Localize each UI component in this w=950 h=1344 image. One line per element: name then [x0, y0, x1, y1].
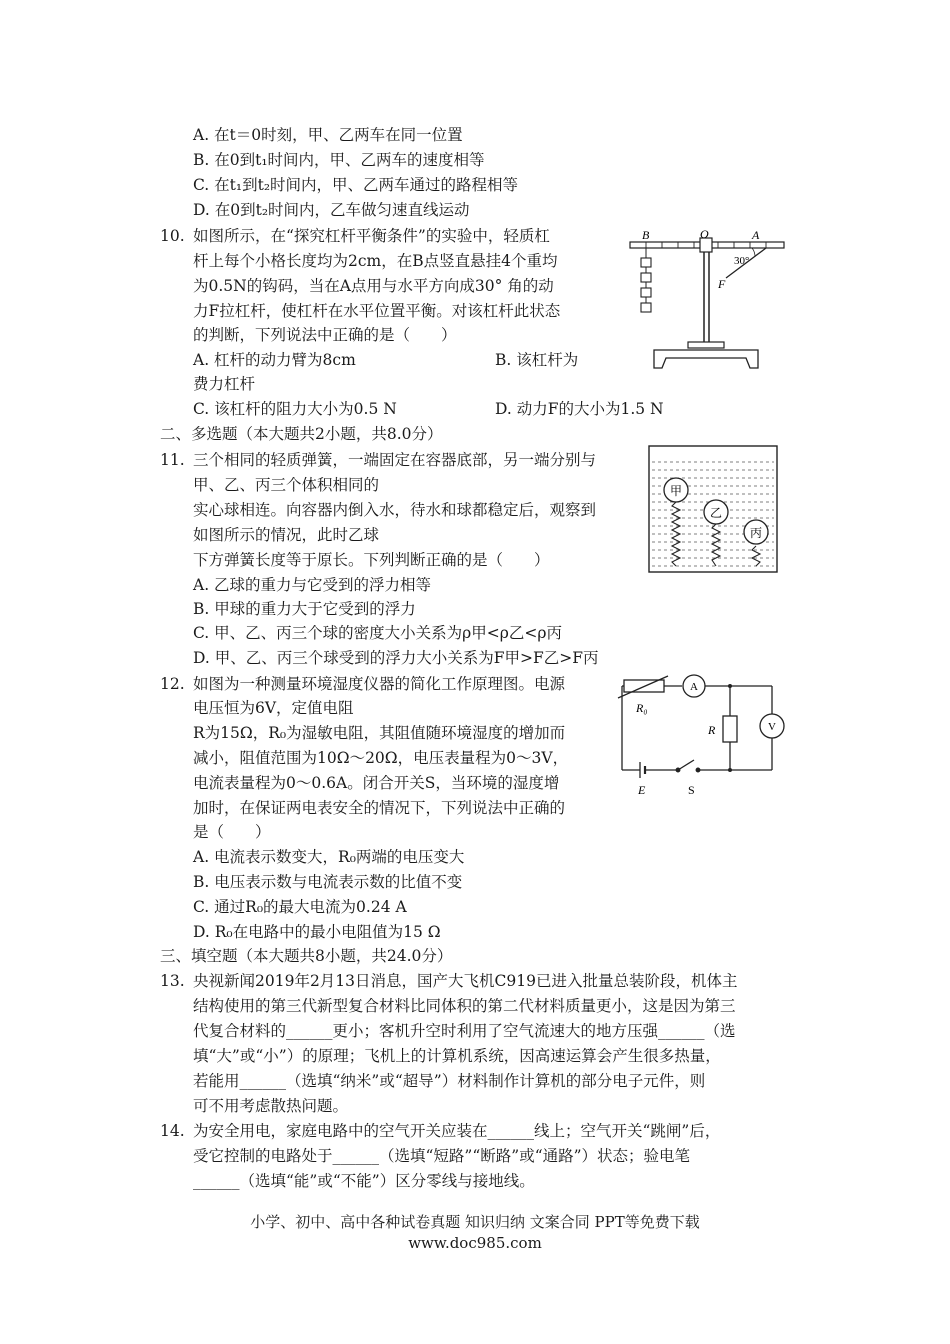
section-2-heading: 二、多选题（本大题共2小题，共8.0分） — [160, 425, 443, 443]
q14-text-3: ______（选填“能”或“不能”）区分零线与接地线。 — [193, 1172, 535, 1190]
ammeter-label: A — [690, 681, 698, 693]
q10-option-d: D. 动力F的大小为1.5 N — [495, 400, 664, 418]
r0-label: R₀ — [636, 701, 648, 715]
lever-label-o: O — [700, 227, 709, 241]
switch-label: S — [688, 783, 695, 797]
q13-text-1: 央视新闻2019年2月13日消息，国产大飞机C919已进入批量总装阶段，机体主 — [193, 972, 738, 990]
q12-text-4: 减小，阻值范围为10Ω～20Ω，电压表量程为0～3V， — [193, 749, 569, 767]
q13-text-3: 代复合材料的______更小；客机升空时利用了空气流速大的地方压强______（选 — [193, 1022, 736, 1040]
q11-text-3: 实心球相连。向容器内倒入水，待水和球都稳定后，观察到 — [193, 501, 597, 519]
footer-url[interactable]: www.doc985.com — [408, 1234, 542, 1252]
battery-label: E — [638, 783, 646, 797]
q13-number: 13. — [160, 972, 185, 990]
q12-option-a: A. 电流表示数变大，R₀两端的电压变大 — [193, 848, 465, 866]
q10-text-2: 杆上每个小格长度均为2cm，在B点竖直悬挂4个重均 — [193, 252, 558, 270]
q11-option-c: C. 甲、乙、丙三个球的密度大小关系为ρ甲<ρ乙<ρ丙 — [193, 624, 562, 642]
q10-option-b-cont: 费力杠杆 — [193, 375, 256, 393]
ball-label-bing: 丙 — [749, 526, 763, 540]
q9-option-d: D. 在0到t₂时间内，乙车做匀速直线运动 — [193, 201, 470, 219]
q10-text-3: 为0.5N的钩码，当在A点用与水平方向成30° 角的动 — [193, 277, 554, 295]
q11-option-b: B. 甲球的重力大于它受到的浮力 — [193, 600, 416, 618]
q12-option-d: D. R₀在电路中的最小电阻值为15 Ω — [193, 923, 441, 941]
q12-text-5: 电流表量程为0～0.6A。闭合开关S，当环境的湿度增 — [193, 774, 560, 792]
footer-line-1: 小学、初中、高中各种试卷真题 知识归纳 文案合同 PPT等免费下载 — [250, 1213, 700, 1231]
circuit-figure — [610, 672, 790, 800]
q11-number: 11. — [160, 451, 185, 469]
q11-option-d: D. 甲、乙、丙三个球受到的浮力大小关系为F甲>F乙>F丙 — [193, 649, 599, 667]
r-label: R — [708, 723, 716, 737]
q12-text-6: 加时，在保证两电表安全的情况下，下列说法中正确的 — [193, 799, 566, 817]
q11-text-4: 如图所示的情况，此时乙球 — [193, 526, 380, 544]
q14-text-2: 受它控制的电路处于______（选填“短路”“断路”或“通路”）状态；验电笔 — [193, 1147, 691, 1165]
q12-option-b: B. 电压表示数与电流表示数的比值不变 — [193, 873, 463, 891]
q12-text-2: 电压恒为6V，定值电阻 — [193, 699, 354, 717]
q14-text-1: 为安全用电，家庭电路中的空气开关应装在______线上；空气开关“跳闸”后， — [193, 1122, 721, 1140]
q9-option-c: C. 在t₁到t₂时间内，甲、乙两车通过的路程相等 — [193, 176, 519, 194]
q10-text-1: 如图所示，在“探究杠杆平衡条件”的实验中，轻质杠 — [193, 227, 550, 245]
q9-option-a: A. 在t＝0时刻，甲、乙两车在同一位置 — [193, 126, 463, 144]
lever-figure — [628, 226, 788, 372]
q10-text-4: 力F拉杠杆，使杠杆在水平位置平衡。对该杠杆此状态 — [193, 302, 561, 320]
q12-number: 12. — [160, 675, 185, 693]
q12-text-7: 是（ ） — [193, 823, 271, 841]
q11-option-a: A. 乙球的重力与它受到的浮力相等 — [193, 576, 432, 594]
q10-text-5: 的判断，下列说法中正确的是（ ） — [193, 326, 457, 344]
q12-option-c: C. 通过R₀的最大电流为0.24 A — [193, 898, 407, 916]
ball-label-yi: 乙 — [709, 506, 723, 520]
ball-label-jia: 甲 — [669, 484, 683, 498]
lever-label-f: F — [718, 277, 726, 291]
q11-text-5: 下方弹簧长度等于原长。下列判断正确的是（ ） — [193, 551, 550, 569]
q11-text-2: 甲、乙、丙三个体积相同的 — [193, 476, 380, 494]
q9-option-b: B. 在0到t₁时间内，甲、乙两车的速度相等 — [193, 151, 485, 169]
q10-option-a: A. 杠杆的动力臂为8cm — [193, 351, 356, 369]
lever-label-b: B — [642, 228, 650, 242]
q10-option-c: C. 该杠杆的阻力大小为0.5 N — [193, 400, 397, 418]
q10-option-b: B. 该杠杆为 — [495, 351, 579, 369]
lever-label-angle: 30° — [734, 255, 750, 267]
lever-label-a: A — [752, 228, 760, 242]
q13-text-6: 可不用考虑散热问题。 — [193, 1097, 349, 1115]
q13-text-5: 若能用______（选填“纳米”或“超导”）材料制作计算机的部分电子元件，则 — [193, 1072, 706, 1090]
voltmeter-label: V — [768, 721, 776, 733]
spring-container-figure — [646, 444, 780, 576]
q12-text-3: R为15Ω，R₀为湿敏电阻，其阻值随环境湿度的增加而 — [193, 724, 566, 742]
q14-number: 14. — [160, 1122, 185, 1140]
q10-number: 10. — [160, 227, 185, 245]
q11-text-1: 三个相同的轻质弹簧，一端固定在容器底部，另一端分别与 — [193, 451, 597, 469]
section-3-heading: 三、填空题（本大题共8小题，共24.0分） — [160, 947, 453, 965]
q13-text-2: 结构使用的第三代新型复合材料比同体积的第二代材料质量更小，这是因为第三 — [193, 997, 736, 1015]
q12-text-1: 如图为一种测量环境湿度仪器的简化工作原理图。电源 — [193, 675, 566, 693]
q13-text-4: 填“大”或“小”）的原理；飞机上的计算机系统，因高速运算会产生很多热量， — [193, 1047, 721, 1065]
